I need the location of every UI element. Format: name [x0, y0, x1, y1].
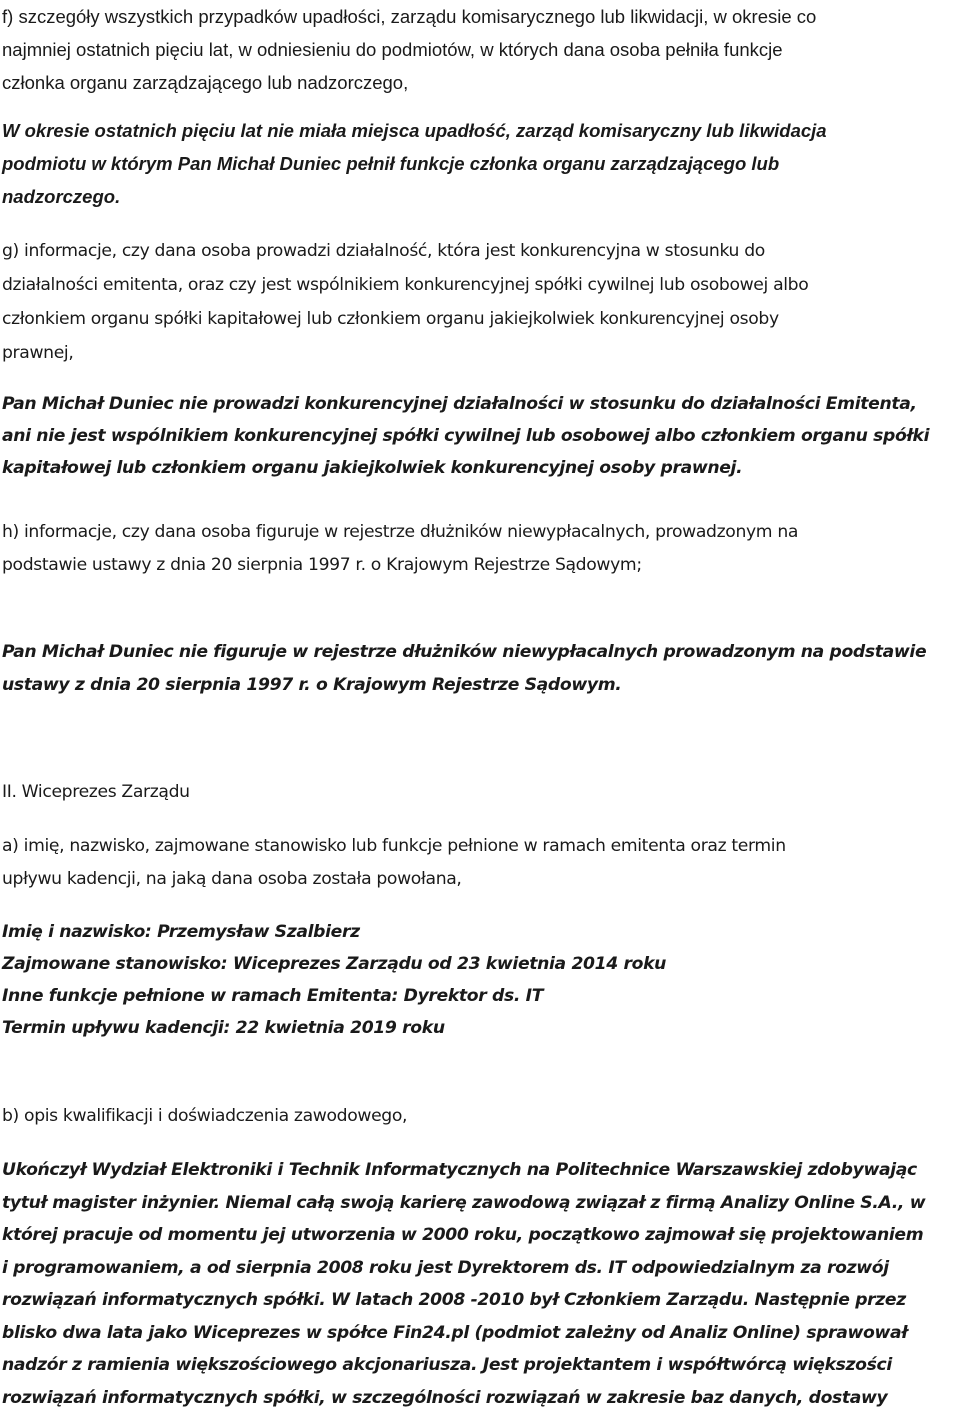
section-ii-a-question: a) imię, nazwisko, zajmowane stanowisko lub funkcje pełnione w ramach emitenta oraz termin upływu kadencji, na jaką dana osoba została powołana, — [2, 836, 786, 889]
section-f-question: f) szczegóły wszystkich przypadków upadłości, zarządu komisarycznego lub likwidacji, w okresie co najmniej ostatnich pięciu lat, w odniesieniu do podmiotów, w których dana osoba pełniła funkcje członka organu zarządzającego lub nadzorczego, — [2, 6, 817, 93]
section-ii-heading: II. Wiceprezes Zarządu — [2, 782, 190, 802]
section-f-answer: W okresie ostatnich pięciu lat nie miała miejsca upadłość, zarząd komisaryczny lub likwidacja podmiotu w którym Pan Michał Duniec pełnił funkcje członka organu zarządzającego lub nadzorczego. — [2, 120, 827, 207]
section-ii-b-answer: Ukończył Wydział Elektroniki i Technik Informatycznych na Politechnice Warszawskiej zdobywając tytuł magister inżynier. Niemal całą swoją karierę zawodową związał z firmą Analizy Online S.A., w której pracuje od momentu jej utworzenia w 2000 roku, początkowo zajmował się projektowaniem i programowaniem, a od sierpnia 2008 roku jest Dyrektorem ds. IT odpowiedzialnym za rozwój rozwiązań informatycznych spółki. W latach 2008 -2010 był Członkiem Zarządu. Następnie przez blisko dwa lata jako Wiceprezes w spółce Fin24.pl (podmiot zależny od Analiz Online) sprawował nadzór z ramienia większościowego akcjonariusza. Jest projektantem i współtwórcą większości rozwiązań informatycznych spółki, w szczególności rozwiązań w zakresie baz danych, dostawy — [2, 1160, 926, 1408]
section-h-question: h) informacje, czy dana osoba figuruje w rejestrze dłużników niewypłacalnych, prowadzonym na podstawie ustawy z dnia 20 sierpnia 1997 r. o Krajowym Rejestrze Sądowym; — [2, 522, 799, 575]
section-ii-a-answer: Imię i nazwisko: Przemysław Szalbierz Zajmowane stanowisko: Wiceprezes Zarządu od 23 kwietnia 2014 roku Inne funkcje pełnione w ramach Emitenta: Dyrektor ds. IT Termin upływu kadencji: 22 kwietnia 2019 roku — [2, 922, 667, 1038]
section-g-answer: Pan Michał Duniec nie prowadzi konkurencyjnej działalności w stosunku do działalności Emitenta, ani nie jest wspólnikiem konkurencyjnej spółki cywilnej lub osobowej albo członkiem organu spółki kapitałowej lub członkiem organu jakiejkolwiek konkurencyjnej osoby prawnej. — [2, 394, 930, 478]
section-ii-b-question: b) opis kwalifikacji i doświadczenia zawodowego, — [2, 1106, 408, 1126]
section-h-answer: Pan Michał Duniec nie figuruje w rejestrze dłużników niewypłacalnych prowadzonym na podstawie ustawy z dnia 20 sierpnia 1997 r. o Krajowym Rejestrze Sądowym. — [2, 642, 927, 695]
section-g-question: g) informacje, czy dana osoba prowadzi działalność, która jest konkurencyjna w stosunku do działalności emitenta, oraz czy jest wspólnikiem konkurencyjnej spółki cywilnej lub osobowej albo członkiem organu spółki kapitałowej lub członkiem organu jakiejkolwiek konkurencyjnej osoby prawnej, — [2, 241, 809, 363]
